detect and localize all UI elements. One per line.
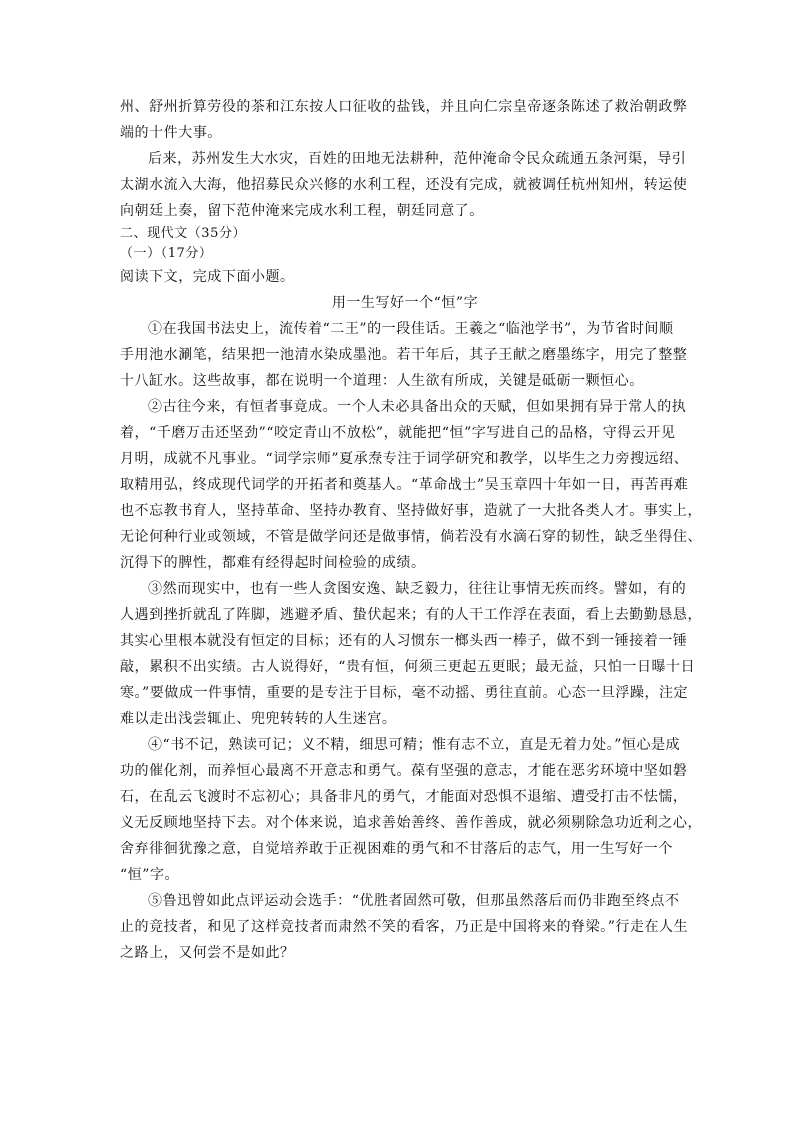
instruction-text: 阅读下文，完成下面小题。 — [120, 269, 295, 285]
paragraph-4-line: 舍弃徘徊犹豫之意，自觉培养敢于正视困难的勇气和不甘落后的志气，用一生写好一个 — [120, 841, 673, 857]
paragraph-2-line: 着，“千磨万击还坚劲”“咬定青山不放松”，就能把“恒”字写进自己的品格，守得云开见 — [120, 425, 676, 441]
paragraph-2-line: ②古往今来，有恒者事竟成。一个人未必具备出众的天赋，但如果拥有异于常人的执 — [148, 399, 687, 415]
document-page — [120, 94, 702, 966]
paragraph-2-line: 取精用弘，终成现代词学的开拓者和奠基人。“革命战士”吴玉章四十年如一日，再苦再难 — [120, 477, 689, 493]
paragraph-5-line: 止的竞技者，和见了这样竞技者而肃然不笑的看客，乃正是中国将来的脊梁。”行走在人生 — [120, 919, 689, 935]
paragraph-2-line: 无论何种行业或领域，不管是做学问还是做事情，倘若没有水滴石穿的韧性，缺乏坐得住、 — [120, 529, 702, 545]
subsection-heading: （一）（17分） — [120, 246, 213, 261]
paragraph-5-line: ⑤鲁迅曾如此点评运动会选手：“优胜者固然可敬，但那虽然落后而仍非跑至终点不 — [148, 893, 680, 909]
paragraph-3-line: 寒。”要做成一件事情，重要的是专注于目标，毫不动摇、勇往直前。心态一旦浮躁，注定 — [120, 685, 689, 701]
paragraph-4-line: 义无反顾地坚持下去。对个体来说，追求善始善终、善作善成，就必须剔除急功近利之心， — [120, 815, 702, 831]
paragraph-1-line: ①在我国书法史上，流传着“二王”的一段佳话。王羲之“临池学书”，为节省时间顺 — [148, 321, 674, 337]
paragraph-4-line: 功的催化剂，而养恒心最离不开意志和勇气。葆有坚强的意志，才能在恶劣环境中坚如磐 — [120, 763, 688, 779]
paragraph-1-line: 十八缸水。这些故事，都在说明一个道理：人生欲有所成，关键是砥砺一颗恒心。 — [120, 373, 644, 389]
paragraph-5-line: 之路上，又何尝不是如此？ — [120, 945, 295, 961]
paragraph-3-line: 敲，累积不出实绩。古人说得好，“贵有恒，何须三更起五更眠；最无益，只怕一日曝十日 — [120, 659, 696, 675]
section-heading: 二、现代文（35分） — [120, 226, 247, 241]
paragraph-2-line: 月明，成就不凡事业。“词学宗师”夏承焘专注于词学研究和教学，以毕生之力旁搜远绍、 — [120, 451, 689, 467]
paragraph-4-line: 石，在乱云飞渡时不忘初心；具备非凡的勇气，才能面对恐惧不退缩、遭受打击不怯懦， — [120, 789, 688, 805]
paragraph-4-line: “恒”字。 — [120, 867, 180, 883]
body-line: 后来，苏州发生大水灾，百姓的田地无法耕种，范仲淹命令民众疏通五条河渠，导引 — [148, 151, 687, 167]
article-title: 用一生写好一个“恒”字 — [331, 295, 479, 311]
paragraph-4-line: ④“书不记，熟读可记；义不精，细思可精；惟有志不立，直是无着力处。”恒心是成 — [148, 737, 681, 753]
paragraph-3-line: 难以走出浅尝辄止、兜兜转转的人生迷宫。 — [120, 711, 397, 727]
paragraph-3-line: ③然而现实中，也有一些人贪图安逸、缺乏毅力，往往让事情无疾而终。譬如，有的 — [148, 581, 687, 597]
body-line: 端的十件大事。 — [120, 125, 222, 141]
paragraph-3-line: 其实心里根本就没有恒定的目标；还有的人习惯东一榔头西一棒子，做不到一锤接着一锤 — [120, 633, 688, 649]
body-line: 向朝廷上奏，留下范仲淹来完成水利工程，朝廷同意了。 — [120, 203, 484, 219]
paragraph-3-line: 人遇到挫折就乱了阵脚，逃避矛盾、蛰伏起来；有的人干工作浮在表面，看上去勤勤恳恳， — [120, 607, 702, 623]
paragraph-1-line: 手用池水涮笔，结果把一池清水染成墨池。若干年后，其子王献之磨墨练字，用完了整整 — [120, 347, 688, 363]
paragraph-2-line: 也不忘教书育人，坚持革命、坚持办教育、坚持做好事，造就了一大批各类人才。事实上， — [120, 503, 702, 519]
paragraph-2-line: 沉得下的脾性，都难有经得起时间检验的成绩。 — [120, 555, 426, 571]
body-line: 州、舒州折算劳役的茶和江东按人口征收的盐钱，并且向仁宗皇帝逐条陈述了救治朝政弊 — [120, 99, 688, 115]
body-line: 太湖水流入大海，他招募民众兴修的水利工程，还没有完成，就被调任杭州知州，转运使 — [120, 177, 688, 193]
